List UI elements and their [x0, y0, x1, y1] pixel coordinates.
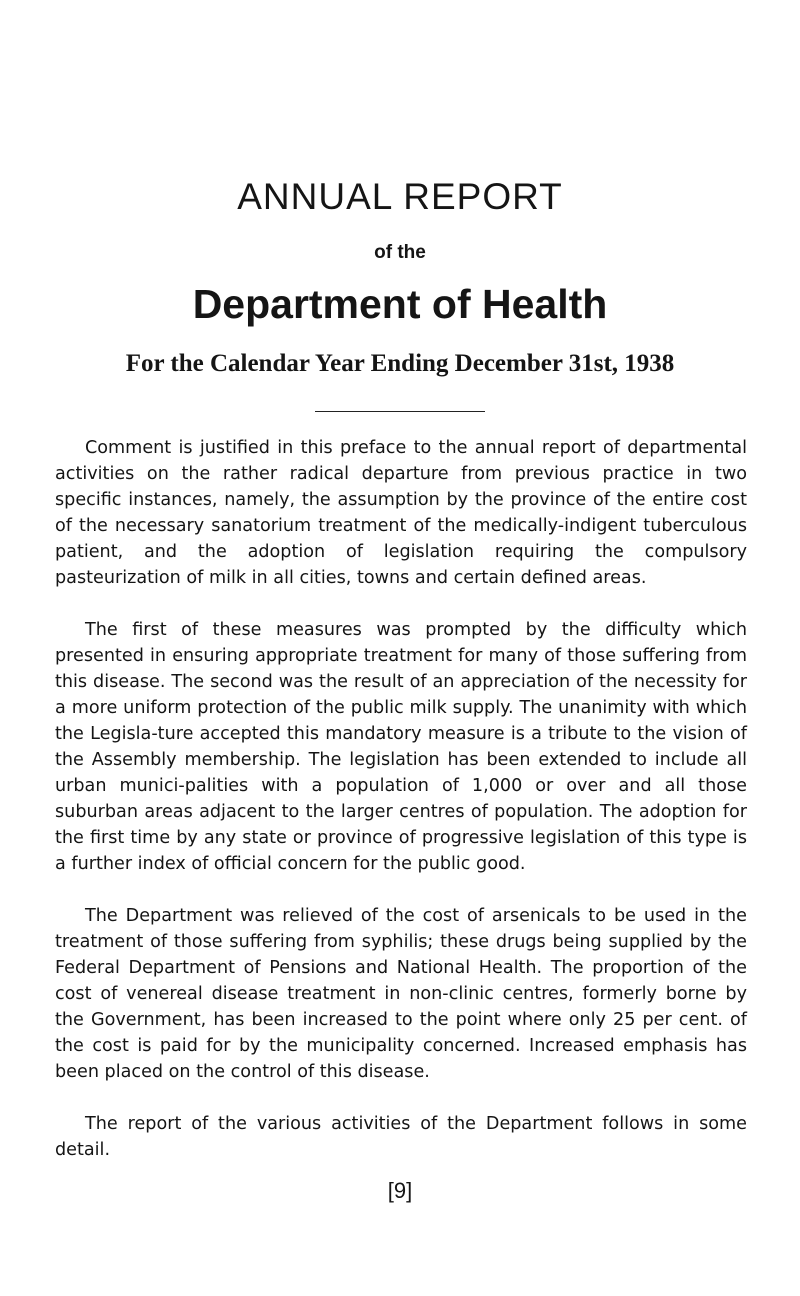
paragraph: The Department was relieved of the cost of arsenicals to be used in the treatment of those suffering from syphilis; these drugs being supplied by the Federal Department of Pensions and National Health. The proportion of the cost of venereal disease treatment in non-clinic centres, formerly borne by the Government, has been increased to the point where only 25 per cent. of the cost is paid for by the municipality concerned. Increased emphasis has been placed on the control of this disease.: [55, 906, 747, 1082]
title-divider: [315, 411, 485, 412]
paragraph: The first of these measures was prompted by the difficulty which presented in ensuring appropriate treatment for many of those suffering from this disease. The second was the result of an appreciation of the necessity for a more uniform protection of the public milk supply. The unanimity with which the Legisla-ture accepted this mandatory measure is a tribute to the vision of the Assembly membership. The legislation has been extended to include all urban munici-palities with a population of 1,000 or over and all those suburban areas adjacent to the larger centres of population. The adoption for the first time by any state or province of progressive legislation of this type is a further index of official concern for the public good.: [55, 620, 747, 874]
report-title: ANNUAL REPORT: [237, 176, 563, 217]
title-connector: of the: [374, 242, 426, 263]
department-name: Department of Health: [192, 281, 608, 327]
page-number: [9]: [387, 1178, 413, 1203]
paragraph: The report of the various activities of the Department follows in some detail.: [55, 1114, 747, 1160]
report-subtitle: For the Calendar Year Ending December 31st, 1938: [125, 350, 675, 377]
paragraph: Comment is justified in this preface to the annual report of departmental activities on the rather radical departure from previous practice in two specific instances, namely, the assumption by the province of the entire cost of the necessary sanatorium treatment of the medically-indigent tuberculous patient, and the adoption of legislation requiring the compulsory pasteurization of milk in all cities, towns and certain defined areas.: [55, 438, 747, 588]
preface-body: [55, 435, 747, 1189]
